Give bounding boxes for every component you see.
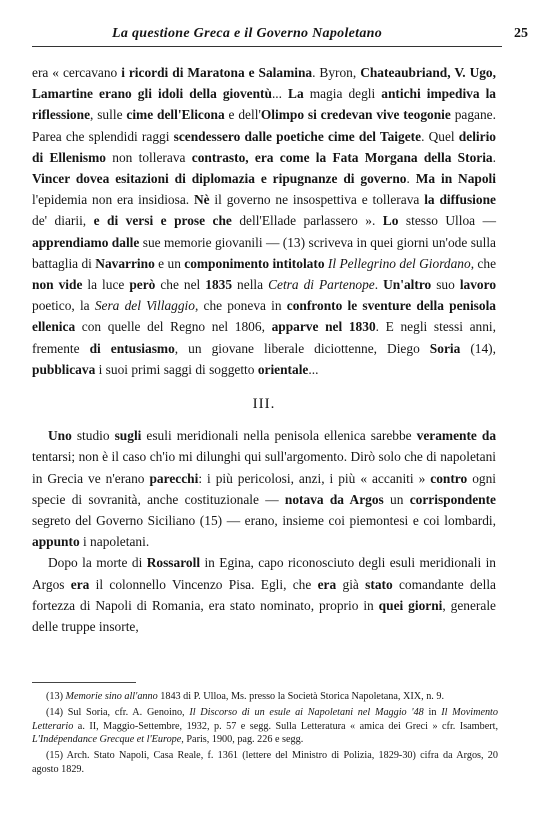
text-run: apprendiamo dalle	[32, 234, 140, 250]
text-run: delirio di Ellenismo	[32, 128, 496, 165]
paragraph-2	[32, 425, 496, 552]
text-run: . Byron,	[312, 65, 361, 80]
text-run: (14) Sul Soria, cfr. A. Genoino,	[46, 706, 190, 718]
paragraph-1	[32, 62, 496, 380]
text-run: appunto	[32, 534, 80, 550]
text-run: sugli	[114, 428, 142, 444]
footnote-14	[32, 706, 498, 747]
text-run: (13)	[46, 691, 66, 702]
text-run: , che poneva in	[194, 298, 287, 314]
text-run: che nel	[155, 277, 206, 293]
text-run: Nè	[193, 192, 210, 208]
text-run: L'Indépendance Grecque et l'Europe	[32, 734, 182, 746]
text-run: ...	[308, 361, 319, 377]
paragraph-3	[32, 552, 496, 637]
text-run: 1843 di P. Ulloa, Ms. presso la Società Storica Napoletana, XIX, n. 9.	[157, 691, 445, 702]
text-run: i ricordi di Maratona e Salamina	[121, 65, 313, 80]
text-run: il colonnello Vincenzo Pisa. Egli, che	[89, 576, 318, 592]
text-run: apparve nel 1830	[271, 319, 376, 335]
text-run: . Quel	[421, 128, 459, 144]
main-text	[32, 62, 496, 637]
text-run: , sulle	[90, 107, 127, 123]
text-run: parecchi	[149, 470, 199, 486]
text-run: di entusiasmo	[89, 340, 175, 356]
text-run: Il Movimento Letterario	[32, 706, 498, 732]
text-run: un	[383, 491, 410, 507]
text-run: i suoi primi saggi di soggetto	[95, 361, 258, 377]
text-run: tentarsi; non è il caso ch'io mi dilunghi qui sull'argomento. Dirò solo che di napoletani in Grecia ve n'erano	[32, 449, 496, 486]
text-run: dell'Ellade parlassero ».	[231, 213, 383, 229]
text-run: componimento intitolato	[184, 255, 325, 271]
text-run: Dopo la morte di	[48, 555, 147, 571]
text-run: Uno	[48, 428, 72, 444]
text-run: Un'altro	[383, 277, 432, 293]
text-run: Memorie sino all'anno	[65, 691, 158, 702]
text-run: era « cercavano	[32, 65, 122, 80]
text-run: . E negli stessi anni, fremente	[32, 319, 496, 356]
text-run: contro	[430, 470, 468, 486]
text-run: il governo ne insospettiva e tollerava	[209, 192, 425, 208]
text-run: non tollerava	[106, 149, 192, 165]
text-run: i napoletani.	[79, 534, 150, 550]
text-run: Olimpo si credevan vive teogonie	[260, 107, 451, 123]
text-run: .	[492, 149, 496, 165]
footnote-15	[32, 749, 498, 777]
text-run: notava da Argos	[284, 491, 384, 507]
text-run: non vide	[32, 277, 83, 293]
text-run: antichi impediva la riflessione	[32, 86, 496, 123]
text-run: : i più pericolosi, anzi, i più « accaniti »	[198, 470, 431, 486]
text-run: la diffusione	[424, 192, 496, 208]
text-run: 1835	[205, 277, 233, 293]
text-run: (15) Arch. Stato Napoli, Casa Reale, f. 1361 (lettere del Ministro di Polizia, 1829-30) cifra da Argos, 20 agosto 1829.	[32, 750, 498, 775]
text-run: lavoro	[459, 277, 497, 293]
text-run: ogni specie di sovranità, anche costituzionale —	[32, 470, 496, 507]
text-run: confronto le sventure della penisola ellenica	[32, 298, 497, 335]
running-title: La questione Greca e il Governo Napoletano	[112, 26, 383, 41]
text-run: era	[70, 576, 90, 592]
text-run: in Egina, capo riconosciuto degli esuli meridionali in Argos	[32, 555, 496, 592]
text-run: , Paris, 1900, pag. 226 e segg.	[181, 734, 304, 746]
text-run: l'epidemia non era insidiosa.	[32, 192, 194, 208]
text-run: Lo	[382, 213, 399, 229]
text-run: poetico, la	[32, 298, 95, 314]
text-run: stato	[365, 576, 393, 592]
text-run: , generale delle truppe insorte,	[32, 597, 496, 635]
text-run: scendessero dalle poetiche cime del Taigete	[173, 128, 422, 144]
text-run: suo	[431, 277, 460, 293]
text-run: contrasto, era come la Fata Morgana della Storia	[191, 149, 493, 165]
footnote-rule	[32, 682, 136, 683]
text-run: e un	[154, 255, 185, 271]
text-run: , un giovane liberale diciottenne, Diego	[174, 340, 430, 356]
text-run: Il Discorso di un esule ai Napoletani nel Maggio '48	[189, 706, 424, 718]
text-run: pubblicava	[32, 361, 96, 377]
text-run: con quelle del Regno nel 1806,	[75, 319, 272, 335]
text-run: stesso Ulloa —	[398, 213, 496, 229]
text-run: (14),	[460, 340, 496, 356]
text-run: e dell'	[224, 107, 261, 123]
text-run: e di versi e prose che	[93, 213, 232, 229]
text-run: pagane. Parea che splendidi raggi	[32, 107, 496, 144]
text-run: orientale	[257, 361, 309, 377]
text-run: in	[423, 706, 442, 718]
text-run: a. II, Maggio-Settembre, 1932, p. 57 e segg. Sulla Letteratura « amica dei Greci » cfr. Isambert,	[73, 720, 498, 732]
text-run: Ma in Napoli	[415, 171, 496, 187]
text-run: Il Pellegrino del Giordano	[327, 255, 471, 271]
text-run: già	[336, 576, 366, 592]
text-run: era	[317, 576, 337, 592]
text-run: sue memorie giovanili — (13) scriveva in quei giorni un'ode sulla battaglia di	[32, 234, 496, 271]
text-run: esuli meridionali nella penisola ellenica sarebbe	[141, 428, 417, 444]
text-run: Cetra di Partenope	[268, 277, 375, 293]
section-heading: III.	[252, 396, 276, 413]
text-run: Sera del Villaggio	[94, 298, 195, 314]
text-run: Vincer dovea esitazioni di diplomazia e ripugnanze di governo	[32, 171, 407, 187]
text-run: .	[374, 277, 384, 293]
text-run: Navarrino	[95, 255, 155, 271]
text-run: comandante della fortezza di Napoli di Romania, era stato nominato, proprio in	[32, 576, 496, 613]
text-run: .	[406, 171, 416, 187]
text-run: Chateaubriand, V. Ugo, Lamartine erano gli idoli della gioventù	[32, 65, 496, 102]
text-run: nella	[232, 277, 269, 293]
text-run: però	[129, 277, 156, 293]
text-run: ...	[271, 86, 289, 102]
text-run: quei giorni	[378, 597, 443, 613]
text-run: studio	[71, 428, 115, 444]
text-run: de' diarii,	[32, 213, 94, 229]
text-run: segreto del Governo Siciliano (15) — erano, insieme coi piemontesi e coi lombardi,	[32, 513, 496, 529]
text-run: magia degli	[303, 86, 382, 102]
text-run: corrispondente	[409, 491, 496, 507]
text-run: veramente da	[416, 428, 497, 444]
text-run: la luce	[82, 277, 130, 293]
text-run: , che	[470, 255, 497, 271]
text-run: Soria	[429, 340, 461, 356]
running-header	[32, 26, 528, 47]
footnote-13	[32, 690, 498, 704]
footnotes	[32, 690, 498, 779]
page-number: 25	[514, 26, 528, 41]
text-run: La	[288, 86, 304, 102]
text-run: cime dell'Elicona	[126, 107, 225, 123]
text-run: Rossaroll	[146, 555, 201, 571]
